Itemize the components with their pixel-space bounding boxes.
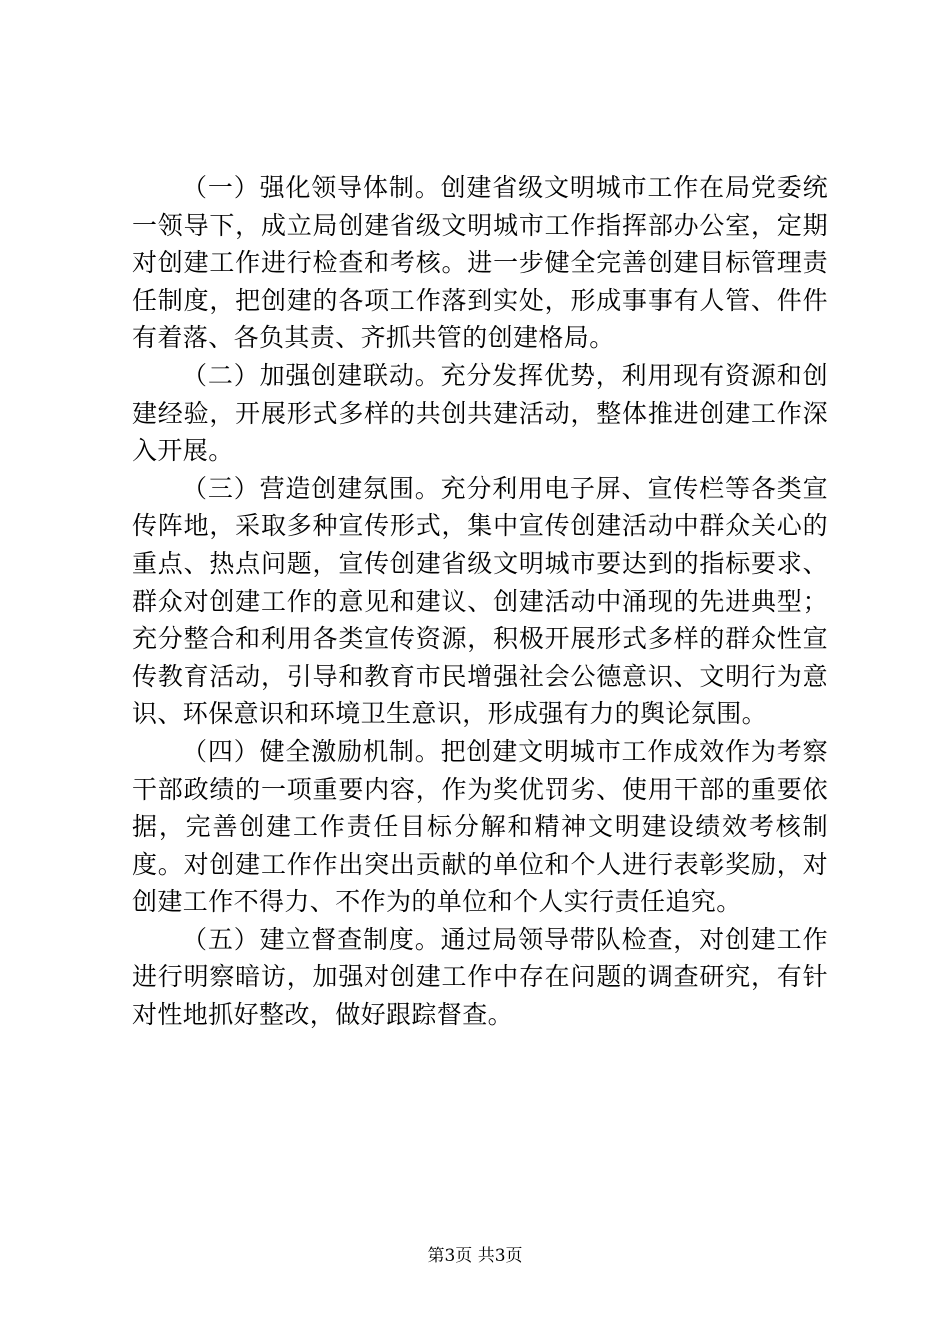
paragraph-supervision: （五）建立督查制度。通过局领导带队检查，对创建工作进行明察暗访，加强对创建工作中存在问题的调查研究，有针对性地抓好整改，做好跟踪督查。 xyxy=(132,924,828,1030)
document-body xyxy=(132,169,828,1034)
page-number-footer: 第3页 共3页 xyxy=(427,1246,523,1266)
paragraph-linkage: （二）加强创建联动。充分发挥优势，利用现有资源和创建经验，开展形式多样的共创共建活动，整体推进创建工作深入开展。 xyxy=(132,360,828,466)
paragraph-leadership-system: （一）强化领导体制。创建省级文明城市工作在局党委统一领导下，成立局创建省级文明城市工作指挥部办公室，定期对创建工作进行检查和考核。进一步健全完善创建目标管理责任制度，把创建的各项工作落到实处，形成事事有人管、件件有着落、各负其责、齐抓共管的创建格局。 xyxy=(132,173,828,353)
paragraph-atmosphere: （三）营造创建氛围。充分利用电子屏、宣传栏等各类宣传阵地，采取多种宣传形式，集中宣传创建活动中群众关心的重点、热点问题，宣传创建省级文明城市要达到的指标要求、群众对创建工作的意见和建议、创建活动中涌现的先进典型；充分整合和利用各类宣传资源，积极开展形式多样的群众性宣传教育活动，引导和教育市民增强社会公德意识、文明行为意识、环保意识和环境卫生意识，形成强有力的舆论氛围。 xyxy=(132,473,828,729)
paragraph-incentive: （四）健全激励机制。把创建文明城市工作成效作为考察干部政绩的一项重要内容，作为奖优罚劣、使用干部的重要依据，完善创建工作责任目标分解和精神文明建设绩效考核制度。对创建工作作出突出贡献的单位和个人进行表彰奖励，对创建工作不得力、不作为的单位和个人实行责任追究。 xyxy=(132,736,828,917)
